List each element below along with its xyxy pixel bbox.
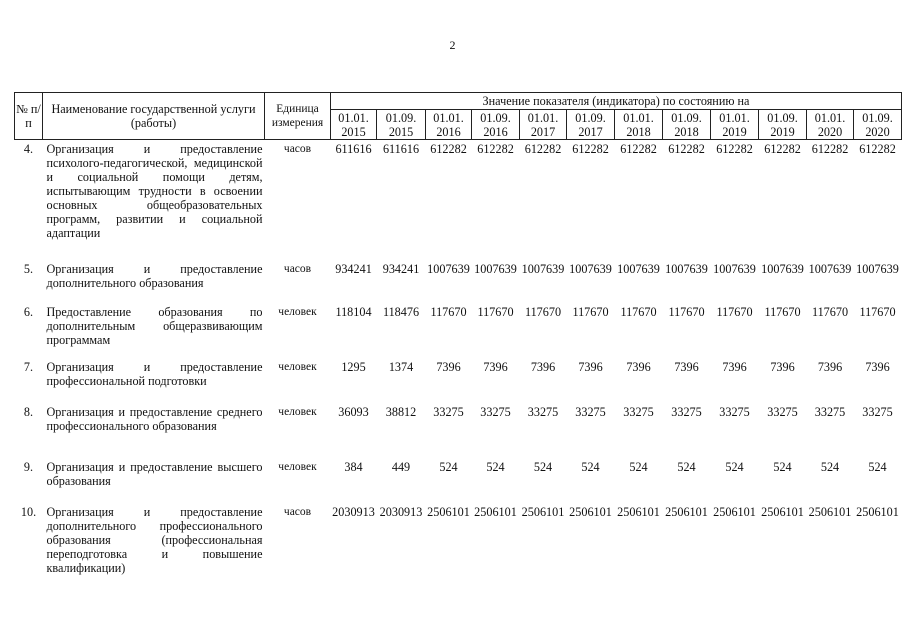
header-date-day: 01.09. bbox=[385, 110, 417, 125]
header-date bbox=[854, 110, 902, 140]
header-date-year: 2017 bbox=[530, 124, 556, 139]
indicator-value: 934241 bbox=[382, 261, 420, 276]
header-date bbox=[377, 110, 426, 140]
header-date bbox=[807, 110, 854, 140]
header-date-day: 01.01. bbox=[814, 110, 846, 125]
indicator-value: 524 bbox=[629, 459, 648, 474]
indicator-value: 524 bbox=[486, 459, 505, 474]
indicator-value: 33275 bbox=[862, 404, 893, 419]
header-date-year: 2016 bbox=[483, 124, 508, 139]
indicator-value: 1007639 bbox=[713, 261, 756, 276]
indicator-value: 1007639 bbox=[474, 261, 517, 276]
indicator-value: 33275 bbox=[527, 404, 559, 419]
unit-of-measure: человек bbox=[278, 405, 317, 418]
indicator-value: 117670 bbox=[716, 304, 753, 319]
indicator-value: 7396 bbox=[483, 359, 508, 374]
header-date-day: 01.09. bbox=[767, 110, 798, 125]
indicator-value: 33275 bbox=[623, 404, 654, 419]
unit-of-measure: человек bbox=[278, 305, 317, 318]
indicator-value: 612282 bbox=[524, 142, 562, 156]
indicator-value: 7396 bbox=[722, 359, 747, 374]
indicator-value: 384 bbox=[344, 459, 363, 474]
row-number: 10. bbox=[20, 504, 37, 519]
indicator-value: 1007639 bbox=[761, 261, 804, 276]
indicator-value: 1007639 bbox=[808, 261, 852, 276]
indicator-value: 612282 bbox=[859, 142, 896, 156]
header-date-day: 01.01. bbox=[433, 110, 464, 125]
table-row bbox=[15, 458, 902, 503]
indicator-value: 1007639 bbox=[856, 261, 899, 276]
indicator-value: 1007639 bbox=[521, 261, 565, 276]
header-date-year: 2020 bbox=[817, 124, 843, 139]
header-date-year: 2015 bbox=[388, 124, 414, 139]
indicator-value: 449 bbox=[391, 459, 411, 474]
indicator-value: 2030913 bbox=[332, 504, 375, 519]
header-date bbox=[567, 110, 615, 140]
indicator-value: 33275 bbox=[719, 404, 750, 419]
indicator-value: 117670 bbox=[477, 304, 514, 319]
header-date-day: 01.09. bbox=[671, 110, 702, 125]
indicator-value: 2506101 bbox=[856, 504, 899, 519]
header-date-year: 2015 bbox=[341, 124, 366, 139]
indicator-value: 524 bbox=[581, 459, 600, 474]
indicator-value: 117670 bbox=[620, 304, 657, 319]
header-date-year: 2017 bbox=[578, 124, 603, 139]
header-date-year: 2018 bbox=[674, 124, 699, 139]
indicator-value: 1295 bbox=[341, 359, 366, 374]
indicator-value: 2506101 bbox=[521, 504, 565, 519]
service-name: Организация и предоставление профессиональной подготовки bbox=[46, 359, 263, 388]
service-name: Организация и предоставление дополнительного образования bbox=[46, 261, 263, 290]
table-row bbox=[15, 358, 902, 403]
indicator-value: 118104 bbox=[335, 304, 372, 319]
indicator-value: 33275 bbox=[433, 404, 464, 419]
row-number: 5. bbox=[23, 261, 34, 276]
indicator-value: 524 bbox=[439, 459, 458, 474]
indicator-value: 7396 bbox=[530, 359, 556, 374]
indicator-value: 117670 bbox=[572, 304, 609, 319]
unit-of-measure: часов bbox=[283, 143, 312, 155]
indicator-value: 1374 bbox=[388, 359, 414, 374]
header-date-year: 2020 bbox=[865, 124, 890, 139]
indicator-value: 117670 bbox=[430, 304, 467, 319]
row-number: 9. bbox=[23, 459, 34, 474]
indicator-value: 611616 bbox=[382, 142, 420, 156]
indicator-value: 2506101 bbox=[569, 504, 612, 519]
indicator-value: 2506101 bbox=[665, 504, 708, 519]
header-date-day: 01.01. bbox=[338, 110, 369, 125]
indicator-value: 611616 bbox=[335, 142, 372, 156]
indicator-value: 7396 bbox=[626, 359, 651, 374]
indicator-value: 2506101 bbox=[761, 504, 804, 519]
row-number: 7. bbox=[23, 359, 34, 374]
indicator-value: 1007639 bbox=[617, 261, 660, 276]
header-date bbox=[426, 110, 472, 140]
unit-of-measure: человек bbox=[278, 460, 317, 473]
indicator-value: 7396 bbox=[770, 359, 795, 374]
indicator-value: 2030913 bbox=[379, 504, 423, 519]
indicator-value: 117670 bbox=[524, 304, 562, 319]
indicator-value: 612282 bbox=[716, 142, 753, 156]
indicator-value: 117670 bbox=[811, 304, 849, 319]
indicator-value: 524 bbox=[773, 459, 792, 474]
indicator-value: 2506101 bbox=[808, 504, 852, 519]
indicator-value: 33275 bbox=[767, 404, 798, 419]
table-row bbox=[15, 503, 902, 613]
indicator-value: 524 bbox=[820, 459, 840, 474]
row-number: 4. bbox=[23, 142, 34, 156]
indicator-value: 38812 bbox=[385, 404, 417, 419]
indicator-value: 7396 bbox=[578, 359, 603, 374]
indicator-value: 2506101 bbox=[713, 504, 756, 519]
header-date bbox=[711, 110, 759, 140]
indicator-value: 117670 bbox=[764, 304, 801, 319]
header-date-year: 2016 bbox=[436, 124, 461, 139]
indicator-value: 7396 bbox=[674, 359, 699, 374]
service-name: Организация и предоставление психолого-педагогической, медицинской и социальной помощи детям, испытывающим трудности в освоении основных общеобразовательных программ, развитии и социальной адаптации bbox=[46, 142, 263, 240]
indicator-value: 612282 bbox=[620, 142, 657, 156]
indicator-value: 612282 bbox=[764, 142, 801, 156]
indicator-value: 2506101 bbox=[617, 504, 660, 519]
header-date bbox=[663, 110, 711, 140]
header-date-year: 2019 bbox=[770, 124, 795, 139]
table-row bbox=[15, 140, 902, 260]
indicator-value: 117670 bbox=[859, 304, 896, 319]
indicator-value: 36093 bbox=[338, 404, 369, 419]
row-number: 8. bbox=[23, 404, 34, 419]
page-number: 2 bbox=[449, 38, 456, 52]
header-date-day: 01.09. bbox=[480, 110, 511, 125]
unit-of-measure: часов bbox=[283, 262, 312, 275]
indicator-value: 524 bbox=[868, 459, 887, 474]
indicator-value: 33275 bbox=[575, 404, 606, 419]
table-body bbox=[15, 140, 902, 613]
indicator-value: 612282 bbox=[572, 142, 609, 156]
indicator-value: 612282 bbox=[430, 142, 467, 156]
indicator-value: 612282 bbox=[477, 142, 514, 156]
header-name: Наименование государственной услуги (работы) bbox=[43, 93, 265, 140]
indicator-value: 524 bbox=[677, 459, 696, 474]
indicator-value: 7396 bbox=[436, 359, 461, 374]
service-name: Организация и предоставление среднего профессионального образования bbox=[46, 404, 263, 433]
indicator-value: 33275 bbox=[480, 404, 511, 419]
table-header bbox=[15, 93, 902, 140]
indicator-value: 1007639 bbox=[569, 261, 612, 276]
indicator-value: 612282 bbox=[811, 142, 849, 156]
header-date-day: 01.01. bbox=[719, 110, 750, 125]
header-unit: Единица измерения bbox=[265, 93, 331, 140]
header-values: Значение показателя (индикатора) по состоянию на bbox=[331, 93, 902, 110]
indicator-value: 934241 bbox=[335, 261, 372, 276]
table-row bbox=[15, 403, 902, 458]
indicator-value: 524 bbox=[533, 459, 553, 474]
header-date-day: 01.01. bbox=[527, 110, 559, 125]
indicator-value: 7396 bbox=[865, 359, 890, 374]
table-row bbox=[15, 260, 902, 303]
unit-of-measure: человек bbox=[278, 360, 317, 373]
header-date bbox=[520, 110, 567, 140]
indicator-value: 7396 bbox=[817, 359, 843, 374]
header-date-day: 01.01. bbox=[623, 110, 654, 125]
header-date bbox=[615, 110, 663, 140]
header-date bbox=[472, 110, 520, 140]
indicator-value: 2506101 bbox=[427, 504, 470, 519]
service-name: Организация и предоставление дополнительного профессионального образования (профессиональная переподготовка и повышение квалификации) bbox=[46, 504, 263, 575]
indicator-value: 33275 bbox=[671, 404, 702, 419]
indicator-value: 612282 bbox=[668, 142, 705, 156]
indicator-value: 1007639 bbox=[665, 261, 708, 276]
indicator-value: 2506101 bbox=[474, 504, 517, 519]
table-row bbox=[15, 303, 902, 358]
indicator-value: 1007639 bbox=[427, 261, 470, 276]
service-name: Предоставление образования по дополнительным общеразвивающим программам bbox=[46, 304, 263, 347]
indicator-value: 117670 bbox=[668, 304, 705, 319]
services-table bbox=[14, 92, 902, 613]
indicator-value: 524 bbox=[725, 459, 744, 474]
indicator-value: 118476 bbox=[382, 304, 420, 319]
header-date bbox=[759, 110, 807, 140]
header-num: № п/п bbox=[15, 93, 43, 140]
indicator-value: 33275 bbox=[814, 404, 846, 419]
header-date bbox=[331, 110, 377, 140]
row-number: 6. bbox=[23, 304, 34, 319]
header-date-year: 2019 bbox=[722, 124, 747, 139]
header-date-day: 01.09. bbox=[575, 110, 606, 125]
service-name: Организация и предоставление высшего образования bbox=[46, 459, 263, 488]
unit-of-measure: часов bbox=[283, 505, 312, 518]
header-date-year: 2018 bbox=[626, 124, 651, 139]
header-date-day: 01.09. bbox=[862, 110, 893, 125]
